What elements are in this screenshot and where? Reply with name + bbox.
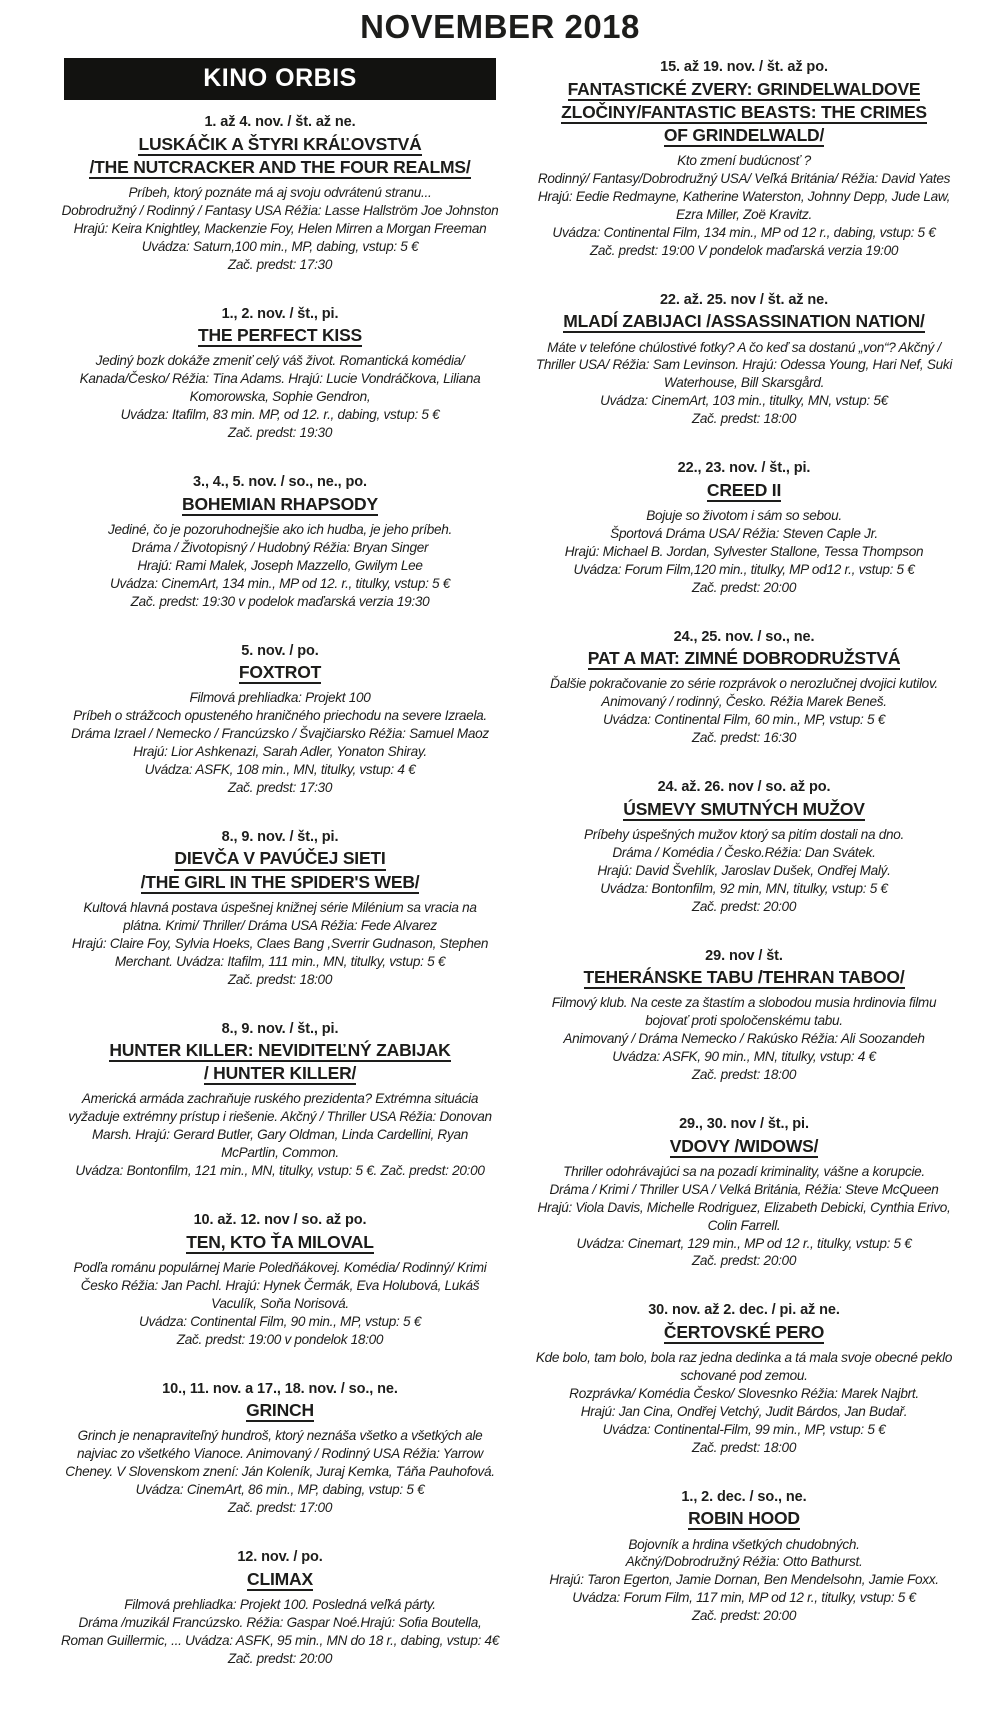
- movie-description-line: Uvádza: Continental Film, 90 min., MP, vstup: 5 €: [139, 1313, 421, 1329]
- movie-title-line: ČERTOVSKÉ PERO: [520, 1322, 968, 1345]
- movie-title-line: TEN, KTO ŤA MILOVAL: [56, 1232, 504, 1255]
- movie-title-line: /THE GIRL IN THE SPIDER'S WEB/: [56, 872, 504, 895]
- movie-description: [520, 507, 968, 597]
- movie-description-line: Zač. predst: 18:00: [691, 411, 797, 427]
- movie-description-line: Uvádza: Continental-Film, 99 min., MP, vstup: 5 €: [602, 1421, 886, 1437]
- movie-title: [56, 662, 504, 685]
- movie-description-line: najviac zo všetkého Vianoce. Animovaný / Rodinný USA Réžia: Yarrow: [76, 1446, 484, 1462]
- movie-description-line: Filmový klub. Na ceste za štastím a slobodou musia hrdinovia filmu: [551, 995, 937, 1011]
- movie-description-line: Hrajú: Eedie Redmayne, Katherine Waterston, Johnny Depp, Jude Law,: [537, 189, 951, 204]
- movie-description-line: Filmová prehliadka: Projekt 100. Posledná veľká párty.: [124, 1596, 436, 1612]
- movie-description-line: Uvádza: Forum Film, 117 min, MP od 12 r., titulky, vstup: 5 €: [572, 1590, 916, 1606]
- movie-dates: 10. až. 12. nov / so. až po.: [193, 1212, 367, 1229]
- movie-title-line: ZLOČINY/FANTASTIC BEASTS: THE CRIMES: [520, 102, 968, 125]
- movie-description-line: Uvádza: Continental Film, 60 min., MP, vstup: 5 €: [603, 712, 885, 728]
- movie-description-line: Dráma Izrael / Nemecko / Francúzsko / Švajčiarsko Réžia: Samuel Maoz: [71, 726, 489, 742]
- movie-title-line: ÚSMEVY SMUTNÝCH MUŽOV: [520, 799, 968, 822]
- movie-description: [56, 1596, 504, 1668]
- movie-description-line: Máte v telefóne chúlostivé fotky? A čo keď sa dostanú „von“? Akčný /: [547, 339, 941, 355]
- movie-title-line: PAT A MAT: ZIMNÉ DOBRODRUŽSTVÁ: [520, 648, 968, 671]
- movie-title: [56, 134, 504, 180]
- program-columns: [0, 58, 1000, 1719]
- movie-description-line: Uvádza: CinemArt, 86 min., MP, dabing, vstup: 5 €: [135, 1482, 425, 1498]
- movie-title-line: OF GRINDELWALD/: [520, 125, 968, 148]
- movie-description-line: Uvádza: Bontonfilm, 92 min, MN, titulky, vstup: 5 €: [600, 880, 888, 896]
- movie-description-line: Ezra Miller, Zoë Kravitz.: [675, 206, 813, 222]
- movie-entry: [520, 1115, 968, 1270]
- movie-title-line: /THE NUTCRACKER AND THE FOUR REALMS/: [56, 157, 504, 180]
- movie-description-line: Zač. predst: 20:00: [691, 898, 797, 914]
- movie-title-line: DIEVČA V PAVÚČEJ SIETI: [56, 848, 504, 871]
- movie-description-line: Rozprávka/ Komédia Česko/ Slovesnko Réžia: Marek Najbrt.: [569, 1386, 919, 1401]
- movie-dates: 12. nov. / po.: [237, 1549, 323, 1565]
- movie-entry: [56, 828, 504, 989]
- movie-title-line: GRINCH: [56, 1400, 504, 1423]
- movie-entry: [520, 58, 968, 260]
- movie-description-line: Uvádza: ASFK, 90 min., MN, titulky, vstup: 4 €: [612, 1049, 876, 1065]
- movie-description: [56, 184, 504, 274]
- movie-entry: [520, 1301, 968, 1456]
- movie-description-line: Uvádza: Saturn,100 min., MP, dabing, vstup: 5 €: [141, 238, 419, 254]
- movie-entry: [56, 1548, 504, 1668]
- movie-description-line: Dráma / Krimi / Thriller USA / Velká Británia, Réžia: Steve McQueen: [549, 1181, 939, 1197]
- movie-description-line: Príbeh o strážcoch opusteného hraničného priechodu na severe Izraela.: [73, 708, 487, 724]
- movie-description-line: Kanada/Česko/ Réžia: Tina Adams. Hrajú: Lucie Vondráčkova, Liliana: [79, 371, 481, 387]
- movie-description-line: Uvádza: Itafilm, 83 min. MP, od 12. r., dabing, vstup: 5 €: [120, 407, 440, 423]
- movie-title: [56, 1569, 504, 1592]
- movie-description-line: Športová Dráma USA/ Réžia: Steven Caple Jr.: [610, 525, 878, 541]
- movie-description-line: Hrajú: Claire Foy, Sylvia Hoeks, Claes Bang ,Sverrir Gudnason, Stephen: [71, 935, 489, 951]
- movie-description: [520, 1163, 968, 1271]
- movie-description-line: Dráma / Komédia / Česko.Réžia: Dan Svátek.: [612, 844, 876, 860]
- movie-description-line: Uvádza: Continental Film, 134 min., MP od 12 r., dabing, vstup: 5 €: [552, 224, 936, 240]
- movie-description-line: Americká armáda zachraňuje ruského prezidenta? Extrémna situácia: [81, 1091, 479, 1107]
- movie-dates: 30. nov. až 2. dec. / pi. až ne.: [648, 1302, 840, 1319]
- movie-description-line: Filmová prehliadka: Projekt 100: [189, 690, 371, 706]
- movie-description: [56, 352, 504, 442]
- movie-entry: [520, 778, 968, 915]
- movie-title-line: LUSKÁČIK A ŠTYRI KRÁĽOVSTVÁ: [56, 134, 504, 157]
- movie-description-line: Kto zmení budúcnosť ?: [677, 153, 811, 169]
- movie-entry: [520, 1488, 968, 1625]
- movie-description-line: Zač. predst: 19:00 V pondelok maďarská verzia 19:00: [589, 242, 899, 258]
- movie-title: [56, 325, 504, 348]
- movie-description-line: Colin Farrell.: [707, 1217, 781, 1233]
- movie-description-line: Roman Guillermic, ... Uvádza: ASFK, 95 min., MN do 18 r., dabing, vstup: 4€: [60, 1632, 500, 1648]
- movie-title-line: FOXTROT: [56, 662, 504, 685]
- movie-description-line: Thriller USA/ Réžia: Sam Levinson. Hrajú: Odessa Young, Hari Nef, Suki: [535, 357, 953, 373]
- movie-dates: 1. až 4. nov. / št. až ne.: [204, 114, 356, 130]
- movie-description-line: Hrajú: Jan Cina, Ondřej Vetchý, Judit Bárdos, Jan Budař.: [580, 1403, 908, 1419]
- movie-entry: [56, 113, 504, 274]
- movie-description-line: Príbeh, ktorý poznáte má aj svoju odvrátenú stranu...: [128, 184, 432, 200]
- movie-description-line: Waterhouse, Bill Skarsgård.: [663, 375, 825, 391]
- movie-description-line: Uvádza: Cinemart, 129 min., MP od 12 r., titulky, vstup: 5 €: [576, 1235, 912, 1251]
- movie-description-line: Rodinný/ Fantasy/Dobrodružný USA/ Veľká Británia/ Réžia: David Yates: [537, 171, 951, 187]
- movie-title: [56, 848, 504, 894]
- movie-description-line: Zač. predst: 17:30: [227, 256, 333, 272]
- movie-description-line: Príbehy úspešných mužov ktorý sa pitím dostali na dno.: [583, 826, 905, 842]
- movie-title: [56, 1040, 504, 1086]
- movie-description-line: Cheney. V Slovenskom znení: Ján Koleník, Juraj Kemka, Táňa Pauhofová.: [65, 1464, 495, 1480]
- movie-title: [520, 311, 968, 334]
- movie-description-line: Zač. predst: 20:00: [227, 1650, 333, 1666]
- movie-title: [520, 79, 968, 149]
- movie-description-line: Hrajú: Rami Malek, Joseph Mazzello, Gwilym Lee: [137, 557, 423, 573]
- movie-entry: [56, 642, 504, 797]
- movie-description-line: Grinch je nenapraviteľný hundroš, ktorý neznáša všetko a všetkých ale: [77, 1428, 483, 1444]
- right-column: [520, 58, 968, 1656]
- movie-description: [520, 1536, 968, 1626]
- movie-description-line: Hrajú: Taron Egerton, Jamie Dornan, Ben Mendelsohn, Jamie Foxx.: [549, 1572, 939, 1588]
- movie-description-line: Zač. predst: 19:30 v podelok maďarská verzia 19:30: [130, 593, 430, 609]
- movie-description: [520, 152, 968, 260]
- movie-title-line: / HUNTER KILLER/: [56, 1063, 504, 1086]
- movie-description-line: Akčný/Dobrodružný Réžia: Otto Bathurst.: [625, 1554, 863, 1570]
- movie-title: [520, 1508, 968, 1531]
- movie-description-line: Dráma /muzikál Francúzsko. Réžia: Gaspar Noé.Hrajú: Sofia Boutella,: [78, 1614, 482, 1630]
- movie-title-line: FANTASTICKÉ ZVERY: GRINDELWALDOVE: [520, 79, 968, 102]
- movie-description-line: vyžaduje extrémny prístup i riešenie. Akčný / Thriller USA Réžia: Donovan: [68, 1109, 492, 1125]
- movie-title: [520, 799, 968, 822]
- movie-dates: 29. nov / št.: [705, 947, 783, 964]
- movie-description-line: Zač. predst: 20:00: [691, 1608, 797, 1624]
- movie-title-line: TEHERÁNSKE TABU /TEHRAN TABOO/: [520, 967, 968, 990]
- movie-dates: 8., 9. nov. / št., pi.: [221, 1020, 339, 1037]
- movie-entry: [56, 305, 504, 442]
- movie-description-line: Kultová hlavná postava úspešnej knižnej série Milénium sa vracia na: [83, 899, 477, 915]
- movie-dates: 15. až 19. nov. / št. až po.: [660, 59, 828, 75]
- movie-description-line: Vaculík, Soňa Norisová.: [211, 1295, 349, 1311]
- movie-description-line: Hrajú: Keira Knightley, Mackenzie Foy, Helen Mirren a Morgan Freeman: [73, 220, 487, 236]
- movie-dates: 22. až. 25. nov / št. až ne.: [659, 291, 829, 308]
- movie-description: [520, 675, 968, 747]
- movie-entry: [520, 947, 968, 1084]
- movie-title: [56, 494, 504, 517]
- movie-description: [520, 1349, 968, 1457]
- movie-title-line: HUNTER KILLER: NEVIDITEĽNÝ ZABIJAK: [56, 1040, 504, 1063]
- movie-entry: [56, 1020, 504, 1181]
- movie-title: [56, 1400, 504, 1423]
- movie-description-line: Zač. predst: 20:00: [691, 579, 797, 595]
- movie-description-line: Animovaný / rodinný, Česko. Réžia Marek Beneš.: [601, 694, 887, 710]
- movie-description: [56, 1090, 504, 1180]
- movie-description-line: Uvádza: CinemArt, 134 min., MP od 12. r., titulky, vstup: 5 €: [109, 575, 451, 591]
- movie-description-line: Hrajú: Lior Ashkenazi, Sarah Adler, Yonaton Shiray.: [133, 744, 427, 760]
- left-column: [56, 58, 504, 1699]
- page-title: NOVEMBER 2018: [360, 8, 640, 45]
- movie-description-line: Komorowska, Sophie Gendron,: [189, 389, 371, 405]
- movie-description-line: Uvádza: CinemArt, 103 min., titulky, MN, vstup: 5€: [600, 393, 888, 409]
- movie-description-line: Zač. predst: 16:30: [691, 730, 797, 746]
- movie-description-line: Zač. predst: 18:00: [691, 1439, 797, 1455]
- movie-dates: 1., 2. dec. / so., ne.: [681, 1488, 807, 1505]
- movie-title-line: CREED II: [520, 480, 968, 503]
- movie-description-line: Marsh. Hrajú: Gerard Butler, Gary Oldman, Linda Cardellini, Ryan: [92, 1127, 468, 1143]
- movie-dates: 10., 11. nov. a 17., 18. nov. / so., ne.: [162, 1380, 398, 1397]
- movie-description-line: Zač. predst: 19:00 v pondelok 18:00: [176, 1331, 384, 1347]
- movie-description-line: Bojovník a hrdina všetkých chudobných.: [628, 1536, 860, 1552]
- movie-title-line: CLIMAX: [56, 1569, 504, 1592]
- movie-title: [56, 1232, 504, 1255]
- movie-description-line: Dobrodružný / Rodinný / Fantasy USA Réžia: Lasse Hallström Joe Johnston: [61, 202, 499, 218]
- movie-description-line: Zač. predst: 19:30: [227, 425, 333, 441]
- movie-description-line: Zač. predst: 17:30: [227, 779, 333, 795]
- movie-description-line: Thriller odohrávajúci sa na pozadí kriminality, vášne a korupcie.: [563, 1163, 925, 1179]
- movie-title: [520, 1136, 968, 1159]
- movie-description-line: Jediné, čo je pozoruhodnejšie ako ich hudba, je jeho príbeh.: [107, 521, 452, 537]
- movie-dates: 3., 4., 5. nov. / so., ne., po.: [193, 474, 367, 491]
- movie-description-line: Uvádza: ASFK, 108 min., MN, titulky, vstup: 4 €: [144, 762, 416, 777]
- movie-description: [56, 1427, 504, 1517]
- movie-dates: 29., 30. nov / št., pi.: [679, 1116, 809, 1132]
- movie-description: [520, 826, 968, 916]
- movie-description-line: Uvádza: Bontonfilm, 121 min., MN, titulky, vstup: 5 €. Zač. predst: 20:00: [75, 1163, 485, 1179]
- movie-description-line: Zač. predst: 20:00: [691, 1253, 797, 1269]
- movie-description: [56, 899, 504, 989]
- movie-description-line: Uvádza: Forum Film,120 min., titulky, MP od12 r., vstup: 5 €: [573, 561, 915, 577]
- movie-entry: [56, 473, 504, 610]
- movie-description-line: plátna. Krimi/ Thriller/ Dráma USA Réžia: Fede Alvarez: [123, 917, 437, 933]
- movie-title-line: THE PERFECT KISS: [56, 325, 504, 348]
- movie-description-line: Jediný bozk dokáže zmeniť celý váš život. Romantická komédia/: [95, 353, 465, 369]
- movie-description-line: Zač. predst: 18:00: [691, 1067, 797, 1083]
- movie-description-line: schované pod zemou.: [680, 1368, 808, 1384]
- movie-description-line: Hrajú: Viola Davis, Michelle Rodriguez, Elizabeth Debicki, Cynthia Erivo,: [537, 1199, 951, 1215]
- movie-description-line: Hrajú: David Švehlík, Jaroslav Dušek, Ondřej Malý.: [597, 862, 891, 878]
- movie-entry: [520, 459, 968, 596]
- movie-description-line: Dráma / Životopisný / Hudobný Réžia: Bryan Singer: [131, 539, 429, 555]
- movie-description: [520, 994, 968, 1084]
- movie-description: [520, 339, 968, 429]
- movie-description-line: bojovať proti spoločenskému tabu.: [645, 1013, 843, 1029]
- movie-dates: 22., 23. nov. / št., pi.: [677, 460, 811, 477]
- movie-dates: 24., 25. nov. / so., ne.: [673, 628, 815, 645]
- movie-title-line: VDOVY /WIDOWS/: [520, 1136, 968, 1159]
- movie-entry: [56, 1211, 504, 1348]
- movie-description: [56, 689, 504, 797]
- movie-title: [520, 648, 968, 671]
- movie-description-line: Kde bolo, tam bolo, bola raz jedna dedinka a tá mala svoje obecné peklo: [535, 1350, 953, 1366]
- movie-description: [56, 1259, 504, 1349]
- movie-description-line: Zač. predst: 17:00: [227, 1500, 333, 1516]
- movie-description-line: Ďalšie pokračovanie zo série rozprávok o nerozlučnej dvojici kutilov.: [550, 676, 938, 692]
- movie-title: [520, 1322, 968, 1345]
- movie-dates: 5. nov. / po.: [241, 642, 319, 659]
- movie-entry: [520, 291, 968, 428]
- movie-description-line: McPartlin, Common.: [221, 1145, 339, 1161]
- movie-description-line: Animovaný / Dráma Nemecko / Rakúsko Réžia: Ali Soozandeh: [563, 1031, 925, 1047]
- movie-description-line: Česko Réžia: Jan Pachl. Hrajú: Hynek Čermák, Eva Holubová, Lukáš: [80, 1277, 480, 1293]
- movie-title: [520, 967, 968, 990]
- movie-title-line: MLADÍ ZABIJACI /ASSASSINATION NATION/: [520, 311, 968, 334]
- movie-title-line: ROBIN HOOD: [520, 1508, 968, 1531]
- movie-dates: 1., 2. nov. / št., pi.: [221, 305, 339, 322]
- venue-banner: KINO ORBIS: [64, 58, 496, 100]
- movie-dates: 24. až. 26. nov / so. až po.: [657, 779, 831, 796]
- movie-description-line: Bojuje so životom i sám so sebou.: [646, 507, 842, 523]
- movie-entry: [520, 628, 968, 748]
- movie-description-line: Merchant. Uvádza: Itafilm, 111 min., MN, titulky, vstup: 5 €: [114, 953, 446, 969]
- movie-title: [520, 480, 968, 503]
- movie-description: [56, 521, 504, 611]
- movie-description-line: Podľa románu populárnej Marie Poledňákovej. Komédia/ Rodinný/ Krimi: [73, 1259, 487, 1275]
- movie-title-line: BOHEMIAN RHAPSODY: [56, 494, 504, 517]
- movie-entry: [56, 1380, 504, 1517]
- movie-description-line: Zač. predst: 18:00: [227, 971, 333, 987]
- movie-dates: 8., 9. nov. / št., pi.: [221, 828, 339, 845]
- movie-description-line: Hrajú: Michael B. Jordan, Sylvester Stallone, Tessa Thompson: [564, 543, 924, 559]
